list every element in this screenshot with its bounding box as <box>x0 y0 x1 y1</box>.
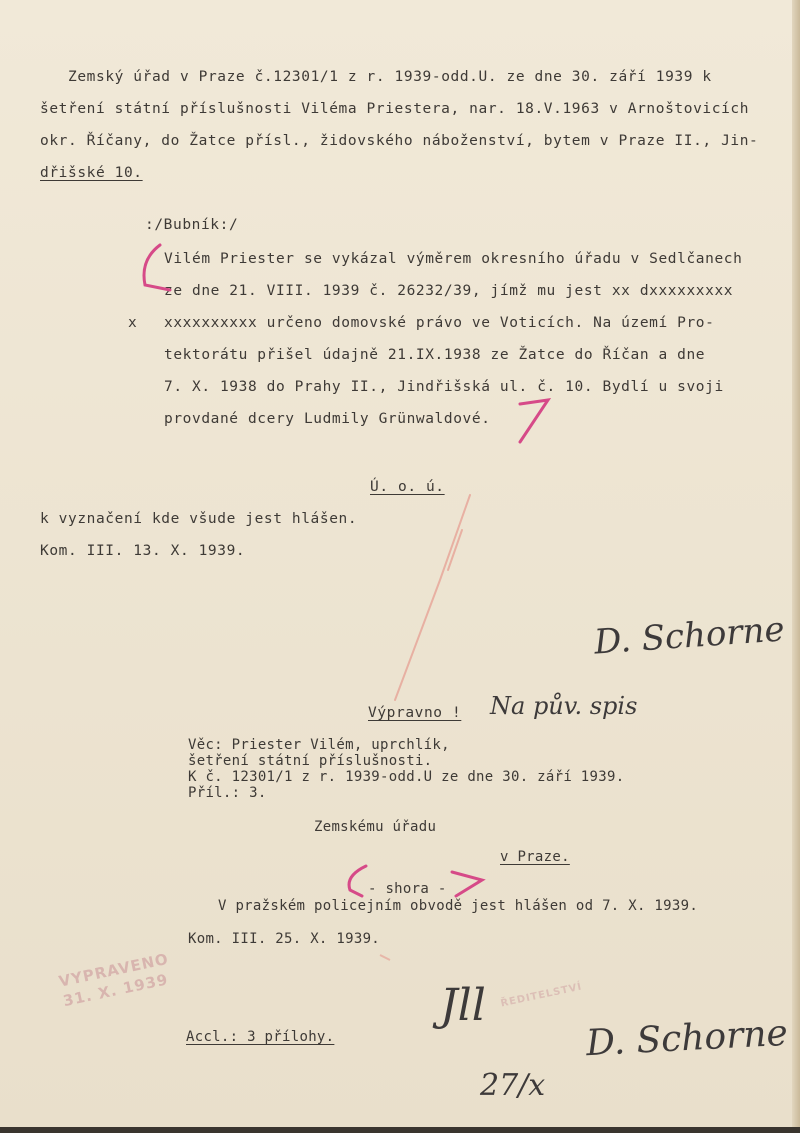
dispatch-stamp: VYPRAVENO 31. X. 1939 <box>57 949 171 1011</box>
signature-bottom: D. Schorne <box>585 1012 789 1065</box>
report-line-1: Vilém Priester se vykázal výměrem okresního úřadu v Sedlčanech <box>164 251 743 267</box>
dispatch-heading: Výpravno ! <box>368 705 462 721</box>
initials: Jll <box>440 980 486 1031</box>
handwritten-note: Na pův. spis <box>490 692 638 720</box>
dispatch-statement: V pražském policejním obvodě jest hlášen od 7. X. 1939. <box>218 898 699 914</box>
instruction-date: Kom. III. 13. X. 1939. <box>40 543 246 559</box>
bracket-mark-close <box>520 400 548 442</box>
faint-stroke-long <box>395 495 470 700</box>
subject-line-1: Věc: Priester Vilém, uprchlík, <box>188 737 450 753</box>
enclosures-line: Accl.: 3 přílohy. <box>186 1029 335 1045</box>
header-line-1: Zemský úřad v Praze č.12301/1 z r. 1939-odd.U. ze dne 30. září 1939 k <box>68 69 712 85</box>
header-line-3: okr. Říčany, do Žatce přísl., židovského náboženství, bytem v Praze II., Jin- <box>40 133 759 149</box>
page-bottom-edge <box>0 1127 800 1133</box>
subject-line-3: K č. 12301/1 z r. 1939-odd.U ze dne 30. září 1939. <box>188 769 625 785</box>
direction-label: - shora - <box>368 881 447 897</box>
bracket-mark-direction-right <box>452 872 482 896</box>
dispatch-date: Kom. III. 25. X. 1939. <box>188 931 381 947</box>
header-line-4: dřišské 10. <box>40 165 143 181</box>
report-margin-mark: x <box>128 315 138 331</box>
faint-mark-lower <box>380 955 390 960</box>
bracket-mark-report <box>144 245 170 290</box>
addressee: Zemskému úřadu <box>314 819 437 835</box>
office-stamp: ŘEDITELSTVÍ <box>499 981 584 1010</box>
addressee-city: v Praze. <box>500 849 570 865</box>
header-line-2: šetření státní příslušnosti Viléma Priestera, nar. 18.V.1963 v Arnoštovicích <box>40 101 750 117</box>
reporter-label: :/Bubník:/ <box>145 217 239 233</box>
report-line-3: xxxxxxxxxx určeno domovské právo ve Voticích. Na území Pro- <box>164 315 715 331</box>
instruction-heading: Ú. o. ú. <box>370 479 445 495</box>
page-right-edge <box>792 0 800 1133</box>
subject-line-4: Příl.: 3. <box>188 785 267 801</box>
signature-top: D. Schorne <box>592 609 786 663</box>
bracket-mark-direction-left <box>349 866 366 896</box>
subject-line-2: šetření státní příslušnosti. <box>188 753 433 769</box>
report-line-4: tektorátu přišel údajně 21.IX.1938 ze Žatce do Říčan a dne <box>164 347 706 363</box>
report-line-6: provdané dcery Ludmily Grünwaldové. <box>164 411 491 427</box>
instruction-line: k vyznačení kde všude jest hlášen. <box>40 511 358 527</box>
report-line-2: ze dne 21. VIII. 1939 č. 26232/39, jímž mu jest xx dxxxxxxxxx <box>164 283 734 299</box>
dated-mark: 27/x <box>480 1068 546 1103</box>
report-line-5: 7. X. 1938 do Prahy II., Jindřišská ul. č. 10. Bydlí u svoji <box>164 379 724 395</box>
